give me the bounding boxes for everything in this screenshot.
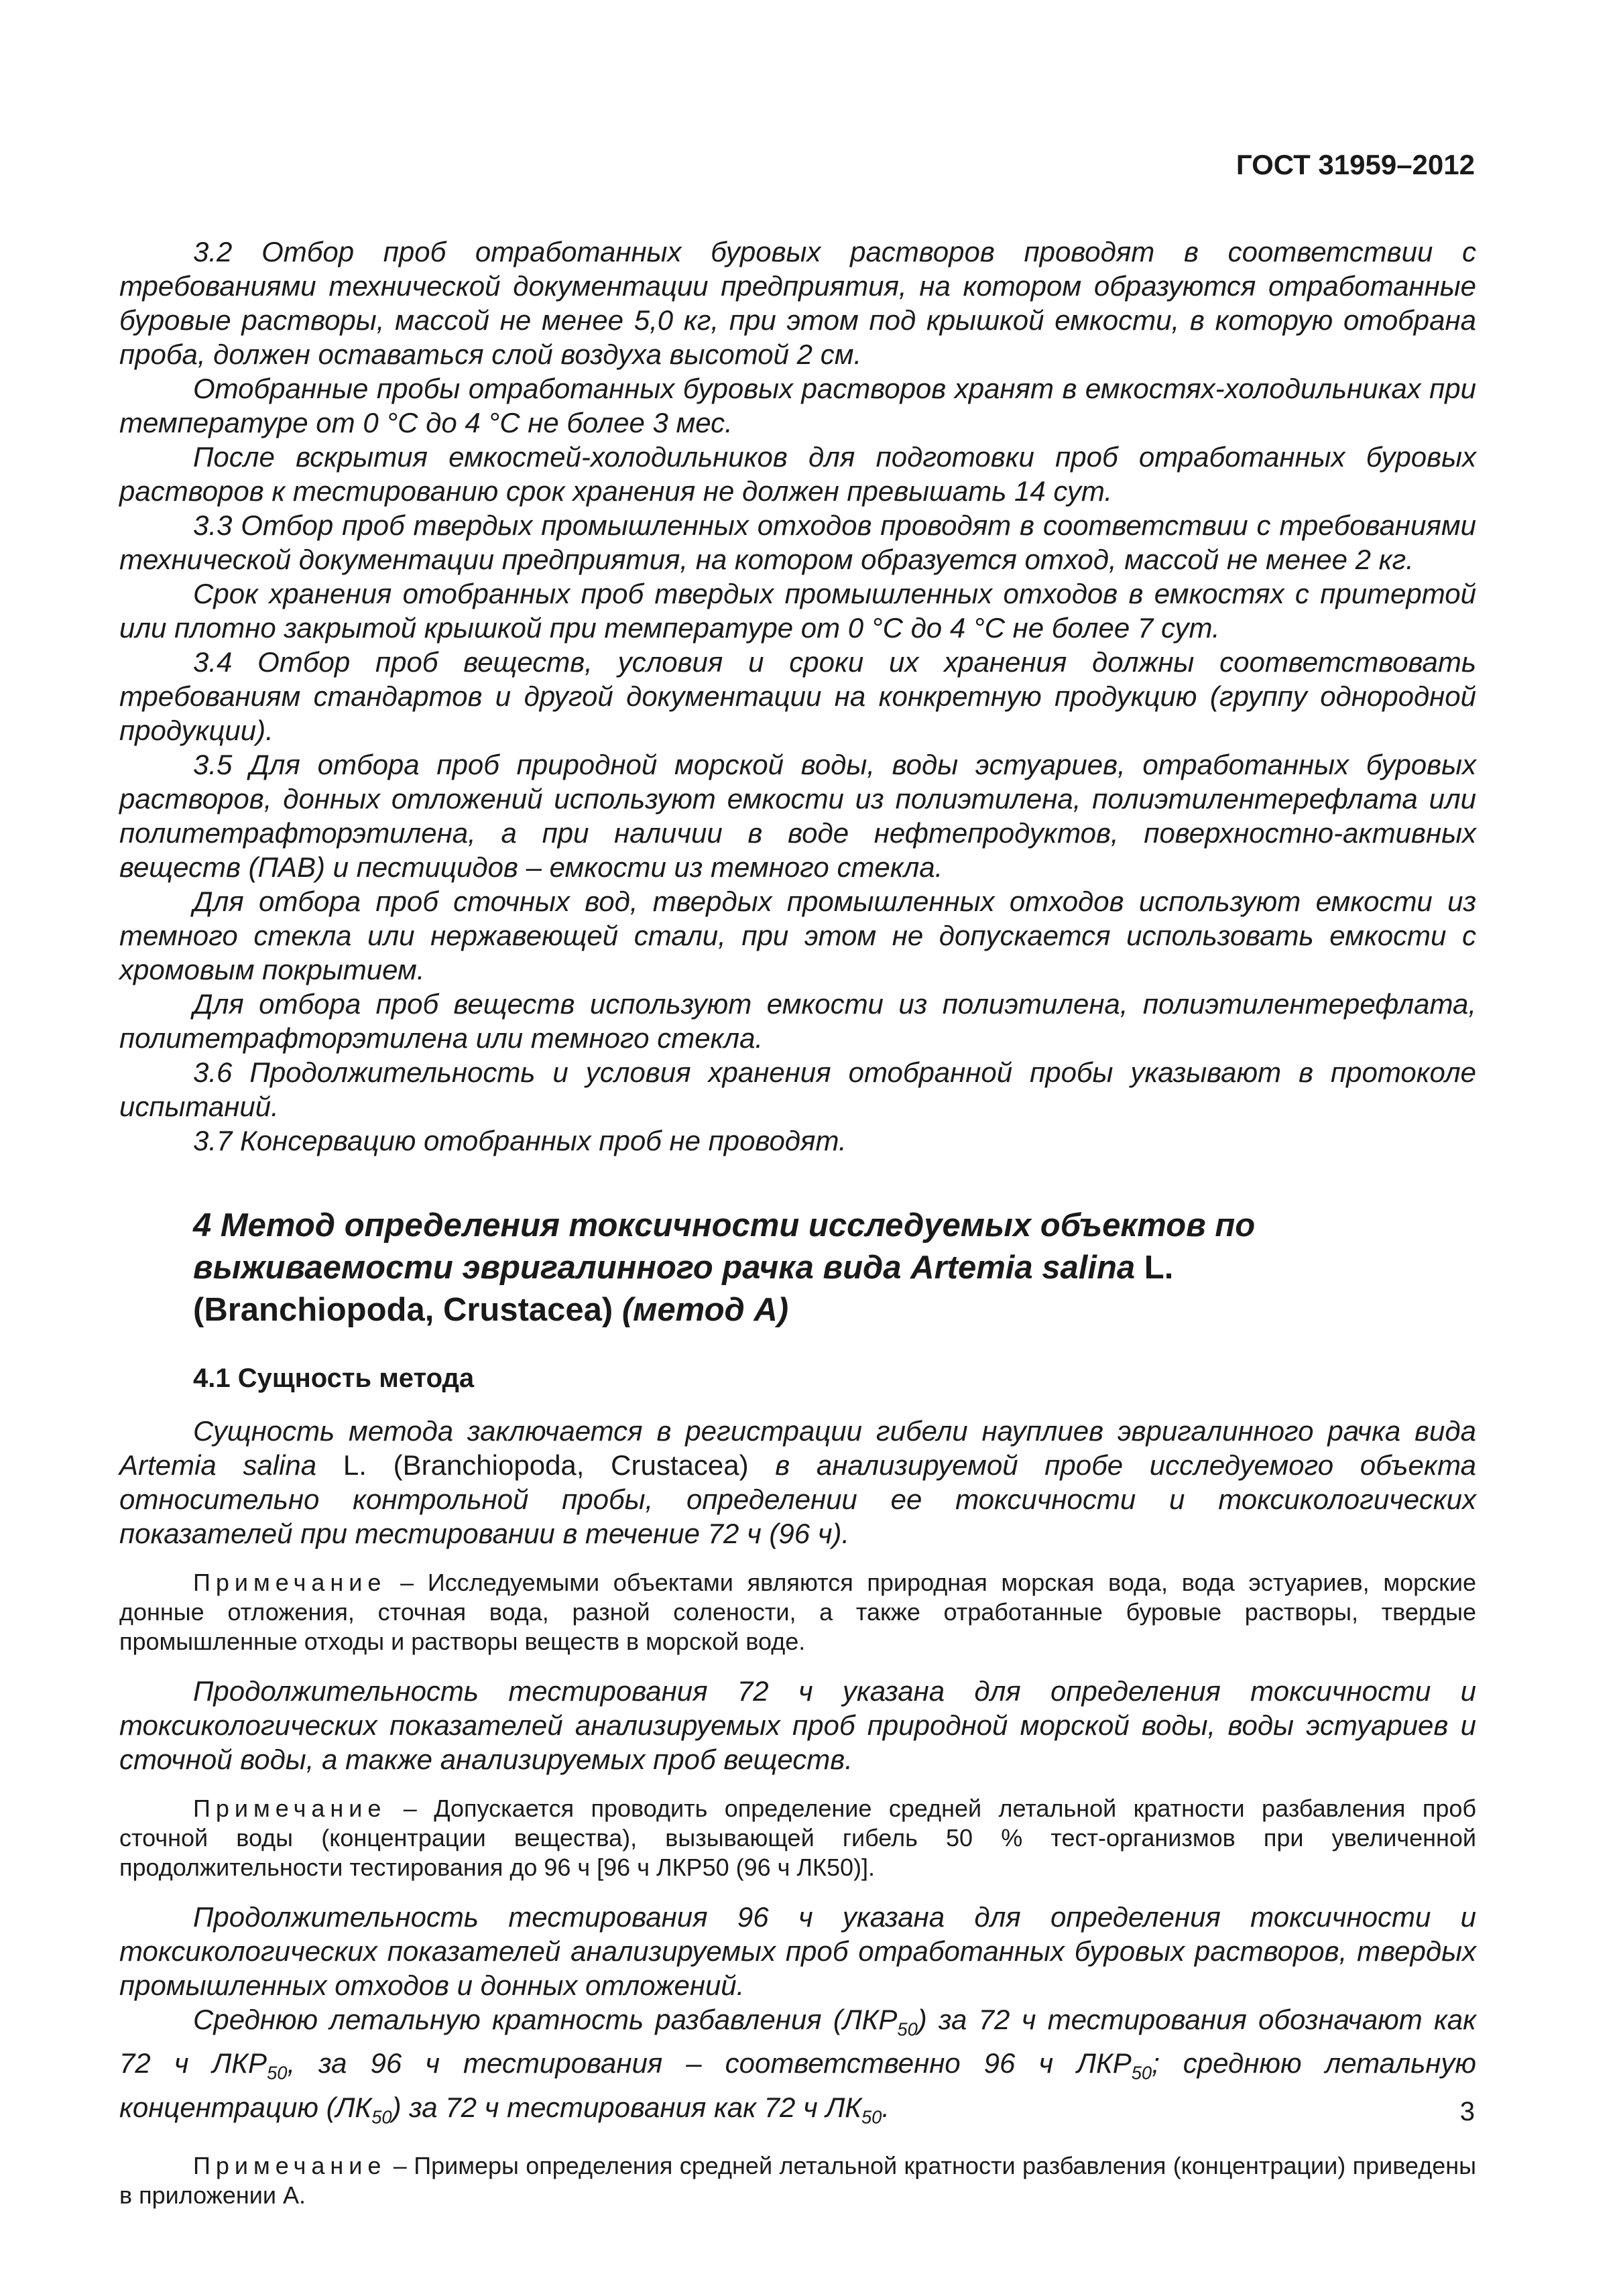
paragraph-lethal-dilution: Среднюю летальную кратность разбавления $(ЛКР_{50})$ за 72 ч тестирования обозначают как 72 ч $ЛКР_{50}$, за 96 ч тестирования – соответственно 96 ч $ЛКР_{50}$; среднюю летальную концентрацию $(ЛК_{50})$ за 72 ч тестирования как 72 ч $ЛК_{50}$. <box>119 2004 1476 2128</box>
section-4-heading: 4 Метод определения токсичности исследуемых объектов по выживаемости эвригалинного рачка вида Artemia salina L. (Branchiopoda, Crustacea) (метод А) <box>193 1207 1256 1328</box>
paragraph-3-3: 3.3 Отбор проб твердых промышленных отходов проводят в соответствии с требованиями технической документации предприятия, на котором образуется отход, массой не менее 2 кг. <box>119 509 1476 575</box>
paragraph-3-5: 3.5 Для отбора проб природной морской воды, воды эстуариев, отработанных буровых растворов, донных отложений используют емкости из полиэтилена, полиэтилентерефлата или политетрафторэтилена, а при наличии в воде нефтепродуктов, поверхностно-активных веществ (ПАВ) и пестицидов – емкости из темного стекла. <box>119 749 1476 883</box>
document-code: ГОСТ 31959–2012 <box>1236 149 1475 180</box>
paragraph-72h-duration: Продолжительность тестирования 72 ч указана для определения токсичности и токсикологических показателей анализируемых проб природной морской воды, воды эстуариев и сточной воды, а также анализируемых проб веществ. <box>119 1675 1476 1775</box>
paragraph-storage-period: После вскрытия емкостей-холодильников для подготовки проб отработанных буровых растворов к тестированию срок хранения не должен превышать 14 сут. <box>119 441 1476 507</box>
paragraph-storage-temp: Отобранные пробы отработанных буровых растворов хранят в емкостях-холодильниках при температуре от 0 °С до 4 °С не более 3 мес. <box>119 373 1476 438</box>
note-label: Примечание <box>193 1795 387 1822</box>
subsection-4-1-heading: 4.1 Сущность метода <box>193 1364 475 1393</box>
note-2: Примечание – Допускается проводить определение средней летальной кратности разбавления проб сточной воды (концентрации вещества), вызывающей гибель 50 % тест-организмов при увеличенной продолжительности тестирования до 96 ч [96 ч ЛКР50 (96 ч ЛК50)]. <box>119 1795 1476 1881</box>
paragraph-96h-duration: Продолжительность тестирования 96 ч указана для определения токсичности и токсикологических показателей анализируемых проб отработанных буровых растворов, твердых промышленных отходов и донных отложений. <box>119 1901 1476 2001</box>
paragraph-substance-containers: Для отбора проб веществ используют емкости из полиэтилена, полиэтилентерефлата, политетрафторэтилена или темного стекла. <box>119 988 1476 1054</box>
paragraph-wastewater-containers: Для отбора проб сточных вод, твердых промышленных отходов используют емкости из темного стекла или нержавеющей стали, при этом не допускается использовать емкости с хромовым покрытием. <box>119 886 1476 985</box>
paragraph-method-essence: Сущность метода заключается в регистрации гибели науплиев эвригалинного рачка вида Artemia salina L. (Branchiopoda, Crustacea) в анализируемой пробе исследуемого объекта относительно контрольной пробы, определении ее токсичности и токсикологических показателей при тестировании в течение 72 ч (96 ч). <box>119 1415 1477 1549</box>
paragraph-3-7: 3.7 Консервацию отобранных проб не проводят. <box>193 1125 847 1156</box>
page-body <box>119 235 1476 2228</box>
paragraph-3-4: 3.4 Отбор проб веществ, условия и сроки их хранения должны соответствовать требованиям стандартов и другой документации на конкретную продукцию (группу однородной продукции). <box>119 646 1476 746</box>
paragraph-waste-storage: Срок хранения отобранных проб твердых промышленных отходов в емкостях с притертой или плотно закрытой крышкой при температуре от 0 °С до 4 °С не более 7 сут. <box>119 578 1476 644</box>
note-label: Примечание <box>193 2152 387 2180</box>
note-1: Примечание – Исследуемыми объектами являются природная морская вода, вода эстуариев, морские донные отложения, сточная вода, разной солености, а также отработанные буровые растворы, твердые промышленные отходы и растворы веществ в морской воде. <box>119 1569 1476 1655</box>
note-3: Примечание – Примеры определения средней летальной кратности разбавления (концентрации) приведены в приложении А. <box>119 2152 1476 2210</box>
paragraph-3-6: 3.6 Продолжительность и условия хранения отобранной пробы указывают в протоколе испытаний. <box>119 1056 1476 1122</box>
page-number: 3 <box>1459 2097 1475 2126</box>
paragraph-3-2: 3.2 Отбор проб отработанных буровых растворов проводят в соответствии с требованиями технической документации предприятия, на котором образуются отработанные буровые растворы, массой не менее 5,0 кг, при этом под крышкой емкости, в которую отобрана проба, должен оставаться слой воздуха высотой 2 см. <box>119 236 1476 370</box>
note-label: Примечание <box>193 1569 387 1596</box>
